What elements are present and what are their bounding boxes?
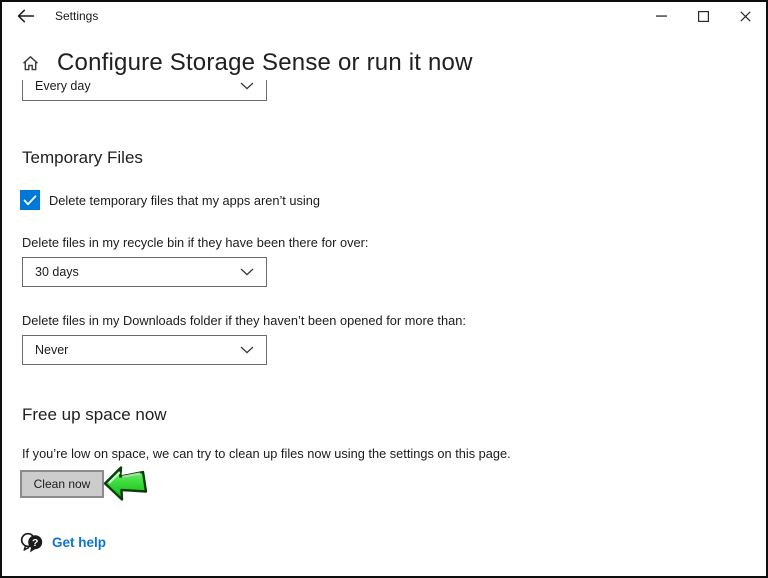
get-help-label: Get help <box>52 535 107 550</box>
minimize-icon <box>656 15 667 17</box>
downloads-combobox[interactable] <box>22 335 267 365</box>
close-icon <box>740 11 751 22</box>
schedule-combobox[interactable] <box>22 80 267 101</box>
home-icon <box>22 55 39 72</box>
delete-temp-files-label[interactable]: Delete temporary files that my apps aren’t using <box>49 192 320 208</box>
minimize-button[interactable] <box>640 2 682 30</box>
maximize-icon <box>698 11 709 22</box>
back-arrow-icon <box>17 9 35 23</box>
close-button[interactable] <box>724 2 766 30</box>
chevron-down-icon <box>240 346 254 354</box>
chevron-down-icon <box>240 268 254 276</box>
delete-temp-files-checkbox-row[interactable] <box>20 190 320 210</box>
temporary-files-heading: Temporary Files <box>22 148 143 167</box>
back-button[interactable] <box>8 2 44 30</box>
titlebar <box>2 2 766 30</box>
downloads-label: Delete files in my Downloads folder if they haven’t been opened for more than: <box>22 313 466 328</box>
help-bubble-icon <box>20 531 44 554</box>
free-up-space-heading: Free up space now <box>22 405 167 424</box>
chevron-down-icon <box>240 82 254 90</box>
svg-text:?: ? <box>31 537 39 549</box>
maximize-button[interactable] <box>682 2 724 30</box>
recycle-bin-label: Delete files in my recycle bin if they have been there for over: <box>22 235 369 250</box>
recycle-bin-combobox[interactable] <box>22 257 267 287</box>
free-up-space-description: If you’re low on space, we can try to clean up files now using the settings on this page. <box>22 446 511 461</box>
schedule-combobox-value: Every day <box>35 80 91 93</box>
window-title: Settings <box>55 9 99 23</box>
schedule-combobox-clip <box>22 80 269 102</box>
green-arrow-pointer-icon <box>103 462 149 506</box>
delete-temp-files-checkbox[interactable] <box>20 190 40 210</box>
downloads-combobox-value: Never <box>35 343 69 357</box>
page-title: Configure Storage Sense or run it now <box>57 49 473 76</box>
get-help-link[interactable] <box>20 531 106 554</box>
recycle-bin-combobox-value: 30 days <box>35 265 79 279</box>
clean-now-button[interactable]: Clean now <box>20 470 104 498</box>
checkmark-icon <box>23 195 37 206</box>
